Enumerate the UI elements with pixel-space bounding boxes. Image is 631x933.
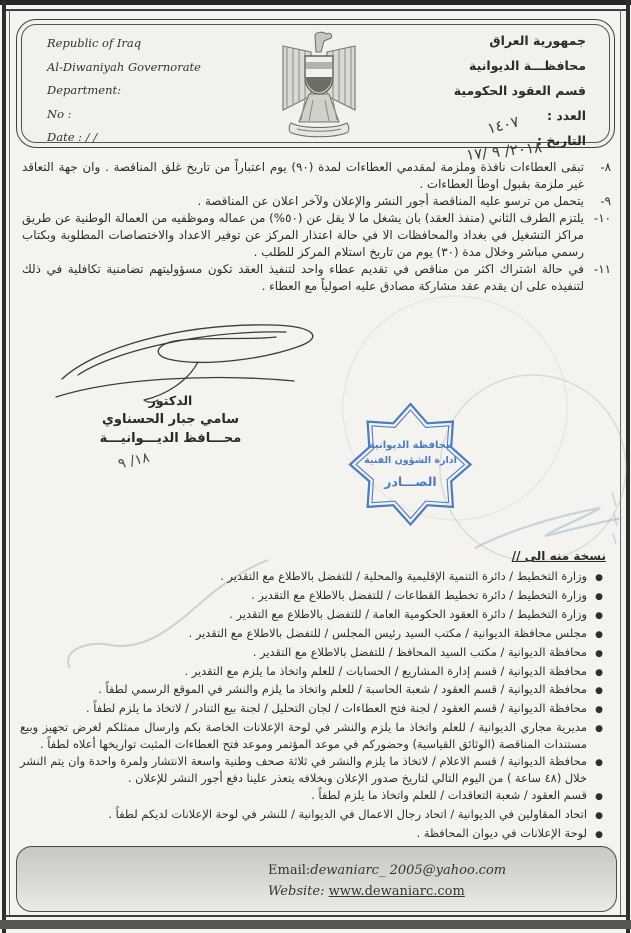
bullet-icon: ● xyxy=(595,667,603,678)
signatory-role: محـــافظ الديـــوانيـــة xyxy=(99,431,242,446)
copies-heading: نسخة منه الى // xyxy=(511,549,606,563)
copy-recipient-row xyxy=(20,753,603,787)
clause-number: ١٠- xyxy=(593,211,611,225)
copy-recipient-text: محافظة الديوانية / مكتب السيد المحافظ / للتفضل بالاطلاع مع التقدير . xyxy=(252,644,587,659)
page-frame-top xyxy=(4,9,627,11)
bullet-icon: ● xyxy=(595,758,603,769)
copy-recipient-row xyxy=(20,806,603,825)
copy-recipient-text: مجلس محافظة الديوانية / مكتب السيد رئيس المجلس / للتفضل بالاطلاع مع التقدير . xyxy=(188,625,587,640)
iraq-eagle-emblem xyxy=(271,30,367,140)
date-label-ar: التاريخ : xyxy=(536,133,586,148)
copy-recipient-row xyxy=(20,700,603,719)
stamp-department: ادارة الشؤون الفنية xyxy=(364,454,457,466)
bullet-icon: ● xyxy=(595,829,603,840)
website-url: www.dewaniarc.com xyxy=(328,884,465,899)
page-frame-right xyxy=(620,9,621,915)
clause-item xyxy=(22,210,611,261)
website-label: Website: xyxy=(268,884,325,899)
copy-recipient-text: وزارة التخطيط / دائرة تخطيط القطاعات / للتفضل بالاطلاع مع التقدير . xyxy=(251,587,587,602)
clause-text: تبقى العطاءات نافذة وملزمة لمقدمي العطاءات لمدة (٩٠) يوم اعتباراً من تاريخ غلق المناقصة . وان جهة التعاقد غير ملزمة بقبول اوطأ العطاءات . xyxy=(22,160,585,191)
copy-recipient-text: وزارة التخطيط / دائرة العقود الحكومية العامة / للتفضل بالاطلاع مع التقدير . xyxy=(229,606,587,621)
bullet-icon: ● xyxy=(595,591,603,602)
copy-recipient-row xyxy=(20,663,603,682)
page-frame-left xyxy=(9,9,10,915)
copy-recipient-row xyxy=(20,719,603,753)
letterhead-english-block xyxy=(47,32,257,150)
signatory-name: سامي جبار الحسناوي xyxy=(101,412,240,427)
clause-number: ١١- xyxy=(593,262,611,276)
bullet-icon: ● xyxy=(595,648,603,659)
copy-recipient-text: محافظة الديوانية / قسم العقود / لجنة فتح العطاءات / لجان التحليل / لجنة بيع التنادر / لاتخاذ ما يلزم لطفاً . xyxy=(85,701,587,716)
scan-edge-left xyxy=(2,0,6,933)
clause-item xyxy=(22,193,611,210)
bullet-icon: ● xyxy=(595,791,603,802)
copy-recipient-row xyxy=(20,644,603,663)
clause-item xyxy=(22,261,611,295)
no-label-en: No : xyxy=(47,106,72,121)
signature-block xyxy=(58,392,283,449)
clause-text: يلتزم الطرف الثاني (منفذ العقد) بان يشغل ما لا يقل عن (٥٠%) من عماله وموظفيه من العمالة الوطنية عن طريق مراكز التشغيل في بغداد والمحافظات الا في حالة اعتذار المركز عن توفير الاعداد والاختصاصات المطلوبة وبكتاب رسمي مباشر وخلال مدة (٣٠) يوم من تاريخ استلام المركز للطلب . xyxy=(22,211,584,259)
copy-recipient-text: محافظة الديوانية / قسم إدارة المشاريع / الحسابات / للعلم واتخاذ ما يلزم مع التقدير . xyxy=(184,663,587,678)
letterhead xyxy=(16,19,615,164)
copies-list xyxy=(20,568,603,844)
copy-recipient-row xyxy=(20,825,603,844)
stamp-text xyxy=(347,401,474,528)
website-line xyxy=(268,881,568,902)
copy-recipient-row xyxy=(20,587,603,606)
copy-recipient-row xyxy=(20,568,603,587)
copy-recipient-text: وزارة التخطيط / دائرة التنمية الإقليمية والمحلية / للتفضل بالاطلاع مع التقدير . xyxy=(220,569,587,583)
outgoing-stamp xyxy=(347,401,474,528)
copy-recipient-text: محافظة الديوانية / قسم العقود / شعبة الحاسبة / للعلم واتخاذ ما يلزم والنشر في الموقع الرسمي لطفاً . xyxy=(98,682,587,697)
scan-edge-top xyxy=(0,0,631,5)
clause-item xyxy=(22,159,611,193)
governorate-ar: محافظـــة الديوانية xyxy=(469,58,586,73)
email-label: Email: xyxy=(268,863,311,878)
clause-number: ٨- xyxy=(600,160,611,174)
copy-recipient-text: اتحاد المقاولين في الديوانية / اتحاد رجال الاعمال في الديوانية / للنشر في لوحة الإعلانات لديكم لطفاً . xyxy=(108,806,587,821)
clause-text: يتحمل من ترسو عليه المناقصة أجور النشر والإعلان ولآخر اعلان عن المناقصة . xyxy=(197,194,584,208)
bullet-icon: ● xyxy=(595,686,603,697)
email-address: dewaniarc_ 2005@yahoo.com xyxy=(310,863,507,878)
contracts-dept-ar: قسم العقود الحكومية xyxy=(453,83,586,98)
bullet-icon: ● xyxy=(595,705,603,716)
governorate-en: Al-Diwaniyah Governorate xyxy=(47,59,201,74)
copy-recipient-row xyxy=(20,606,603,625)
blue-pencil-marks xyxy=(612,492,617,544)
email-line xyxy=(268,860,568,881)
copy-recipient-text: محافظة الديوانية / قسم الاعلام / لاتخاذ ما يلزم والنشر في ثلاثة صحف وطنية واسعة الانتشار ولمرة واحدة وان يتم النشر خلال (٤٨ ساعة ) من اليوم التالي لتاريخ صدور الإعلان وبخلافه يتعذر علينا دفع أجور النشر للإعلان . xyxy=(20,754,587,785)
footer-contact-text xyxy=(268,860,568,902)
handwritten-letter-number: ١٤٠٧ xyxy=(485,112,521,138)
bullet-icon: ● xyxy=(595,629,603,640)
copy-recipient-text: لوحة الإعلانات في ديوان المحافظة . xyxy=(416,825,587,840)
bullet-icon: ● xyxy=(595,573,603,583)
republic-of-iraq-ar: جمهورية العراق xyxy=(489,33,586,48)
copy-recipient-row xyxy=(20,787,603,806)
scan-edge-right xyxy=(626,0,630,933)
copy-recipient-text: مديرية مجاري الديوانية / للعلم واتخاذ ما يلزم والنشر في لوحة الإعلانات الخاصة بكم وارسال ممثلكم لغرض تجهيز وبيع مستندات المناقصة (الوثائق القياسية) وحضوركم في موعد المؤتمر وموعد فتح العطاءات المثبت تواريخها أعلاه لطفاً . xyxy=(20,720,587,752)
scan-edge-bottom xyxy=(0,920,631,929)
department-label-en: Department: xyxy=(47,83,121,97)
copy-recipient-text: قسم العقود / شعبة التعاقدات / للعلم واتخاذ ما يلزم لطفاً . xyxy=(311,787,587,802)
copy-recipient-row xyxy=(20,625,603,644)
handwritten-date-mark: ١٨/ ٩ xyxy=(116,449,152,473)
clause-number: ٩- xyxy=(600,194,611,208)
clause-text: في حالة اشتراك اكثر من مناقص في تقديم عطاء واحد لتنفيذ العقد تكون مسؤوليتهم تضامنية تكافلية في ذلك لتنفيذه على ان يقدم عقد مشاركة مصادق عليه اصولياً مع العطاء . xyxy=(22,262,584,293)
bullet-icon: ● xyxy=(595,610,603,621)
handwritten-letter-date: ٢٠١٨/ ٩ /١٧ xyxy=(465,138,543,164)
republic-of-iraq-en: Republic of Iraq xyxy=(47,36,142,50)
stamp-outgoing-word: الصـــادر xyxy=(384,473,437,489)
stamp-governorate: محافظة الديوانية xyxy=(368,439,453,451)
bullet-icon: ● xyxy=(595,724,603,735)
number-label-ar: العدد : xyxy=(546,108,586,123)
signatory-title: الدكتور xyxy=(148,393,193,408)
bullet-icon: ● xyxy=(595,810,603,821)
date-label-en: Date : / / xyxy=(47,130,98,144)
page-frame-bottom xyxy=(4,915,627,917)
blue-pencil-scribble xyxy=(475,508,622,548)
copy-recipient-row xyxy=(20,681,603,700)
clauses-list xyxy=(22,159,611,295)
